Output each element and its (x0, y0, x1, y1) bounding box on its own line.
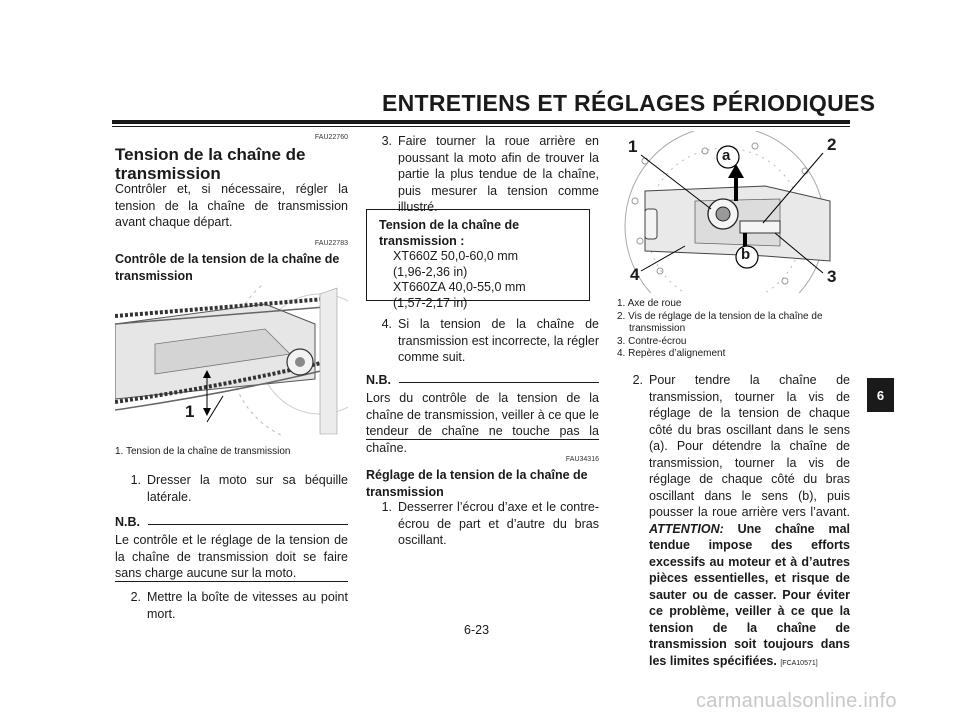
step-text: Faire tourner la roue arrière en poussant la moto afin de trouver la partie la plus tendue de la chaîne, puis mesurer la tension comme illustré. (398, 134, 599, 214)
nb-label: N.B. (115, 515, 140, 529)
step-item (617, 372, 850, 672)
step-item (115, 589, 348, 622)
figure-callout-2: 2 (827, 135, 837, 154)
step-number: 4. (381, 317, 392, 331)
subsection-heading: Contrôle de la tension de la chaîne de transmission (115, 252, 340, 283)
step-number: 1. (381, 500, 392, 514)
nb-rule (148, 524, 348, 525)
figure-callout-a: a (722, 147, 731, 164)
spec-box (366, 209, 590, 310)
step-text-with-warning (649, 372, 850, 672)
section-heading: Tension de la chaîne de transmission (115, 145, 306, 183)
caption-item: 1. Axe de roue (617, 298, 682, 309)
ref-code: FAU22760 (314, 134, 348, 141)
step-item (366, 133, 599, 216)
page-header-title: ENTRETIENS ET RÉGLAGES PÉRIODIQUES (382, 90, 876, 116)
warning-label: ATTENTION: (649, 521, 724, 536)
step-text: Si la tension de la chaîne de transmission est incorrecte, la régler comme suit. (398, 317, 599, 364)
nb-label: N.B. (366, 373, 391, 387)
header-rule-thin (112, 126, 850, 127)
figure-callout-1: 1 (185, 402, 195, 421)
axle-adjustment-figure (615, 131, 848, 293)
step-number: 1. (130, 473, 141, 487)
nb-end-rule (115, 581, 348, 582)
step-number: 2. (632, 373, 643, 387)
step-item (366, 499, 599, 549)
step-text: Dresser la moto sur sa béquille latérale. (147, 473, 348, 504)
header-rule (112, 120, 850, 124)
chapter-tab[interactable]: 6 (867, 378, 894, 412)
chain-illustration (115, 284, 348, 436)
watermark: carmanualsonline.info (696, 690, 897, 712)
nb-text: Lors du contrôle de la tension de la chaîne de transmission, veiller à ce que le tendeur de chaîne ne touche pas la chaîne. (366, 391, 599, 455)
step-item (366, 316, 599, 366)
spec-value: XT660Z 50,0-60,0 mm (393, 249, 519, 263)
caption-item: 3. Contre-écrou (617, 335, 687, 347)
caption-item: 4. Repères d’alignement (617, 348, 726, 359)
ref-code: FAU34316 (565, 456, 599, 463)
figure-callout-3: 3 (827, 267, 837, 286)
step-text: Desserrer l’écrou d’axe et le contre-écrou de part et d’autre du bras oscillant. (398, 500, 599, 547)
axle-illustration (615, 131, 848, 293)
nb-end-rule (366, 439, 599, 440)
nb-block (115, 514, 348, 530)
intro-paragraph: Contrôler et, si nécessaire, régler la tension de la chaîne de transmission avant chaque départ. (115, 182, 348, 229)
subsection-heading: Réglage de la tension de la chaîne de transmission (366, 468, 588, 499)
figure-caption-list (617, 298, 849, 361)
warning-text: Une chaîne mal tendue impose des efforts excessifs au moteur et à d’autres pièces essentielles, et risque de sauter ou de casser. Pour éviter ce problème, veiller à ce que la tension de la chaîne de transmission soit toujours dans les limites spécifiées. (649, 521, 850, 668)
nb-rule (399, 382, 599, 383)
step-number: 2. (130, 590, 141, 604)
step-item (115, 472, 348, 505)
spec-value: XT660ZA 40,0-55,0 mm (393, 280, 526, 294)
figure-callout-b: b (741, 246, 751, 263)
spec-value: (1,96-2,36 in) (393, 264, 468, 279)
caption-item: 2. Vis de réglage de la tension de la chaîne de transmission (617, 310, 823, 334)
spec-value: (1,57-2,17 in) (393, 295, 468, 310)
nb-text: Le contrôle et le réglage de la tension de la chaîne de transmission doit se faire sans charge aucune sur la moto. (115, 533, 348, 580)
page-number: 6-23 (464, 623, 490, 637)
warning-code: [FCA10571] (780, 659, 818, 667)
step-text: Pour tendre la chaîne de transmission, tourner la vis de réglage de la tension de chaque côté du bras oscillant dans le sens (a). Pour détendre la chaîne de transmission, tourner la vis de réglage de chaque côté du bras oscillant dans le sens (b), puis pousser la roue arrière vers l’avant. (649, 373, 850, 519)
spec-title: Tension de la chaîne de transmission : (379, 218, 520, 248)
step-text: Mettre la boîte de vitesses au point mort. (147, 590, 348, 621)
nb-block (366, 372, 599, 388)
figure-caption: 1. Tension de la chaîne de transmission (115, 446, 291, 457)
ref-code: FAU22783 (314, 240, 348, 247)
chain-tension-figure (115, 284, 348, 436)
figure-callout-1: 1 (628, 137, 638, 156)
figure-callout-4: 4 (630, 265, 640, 284)
step-number: 3. (381, 134, 392, 148)
